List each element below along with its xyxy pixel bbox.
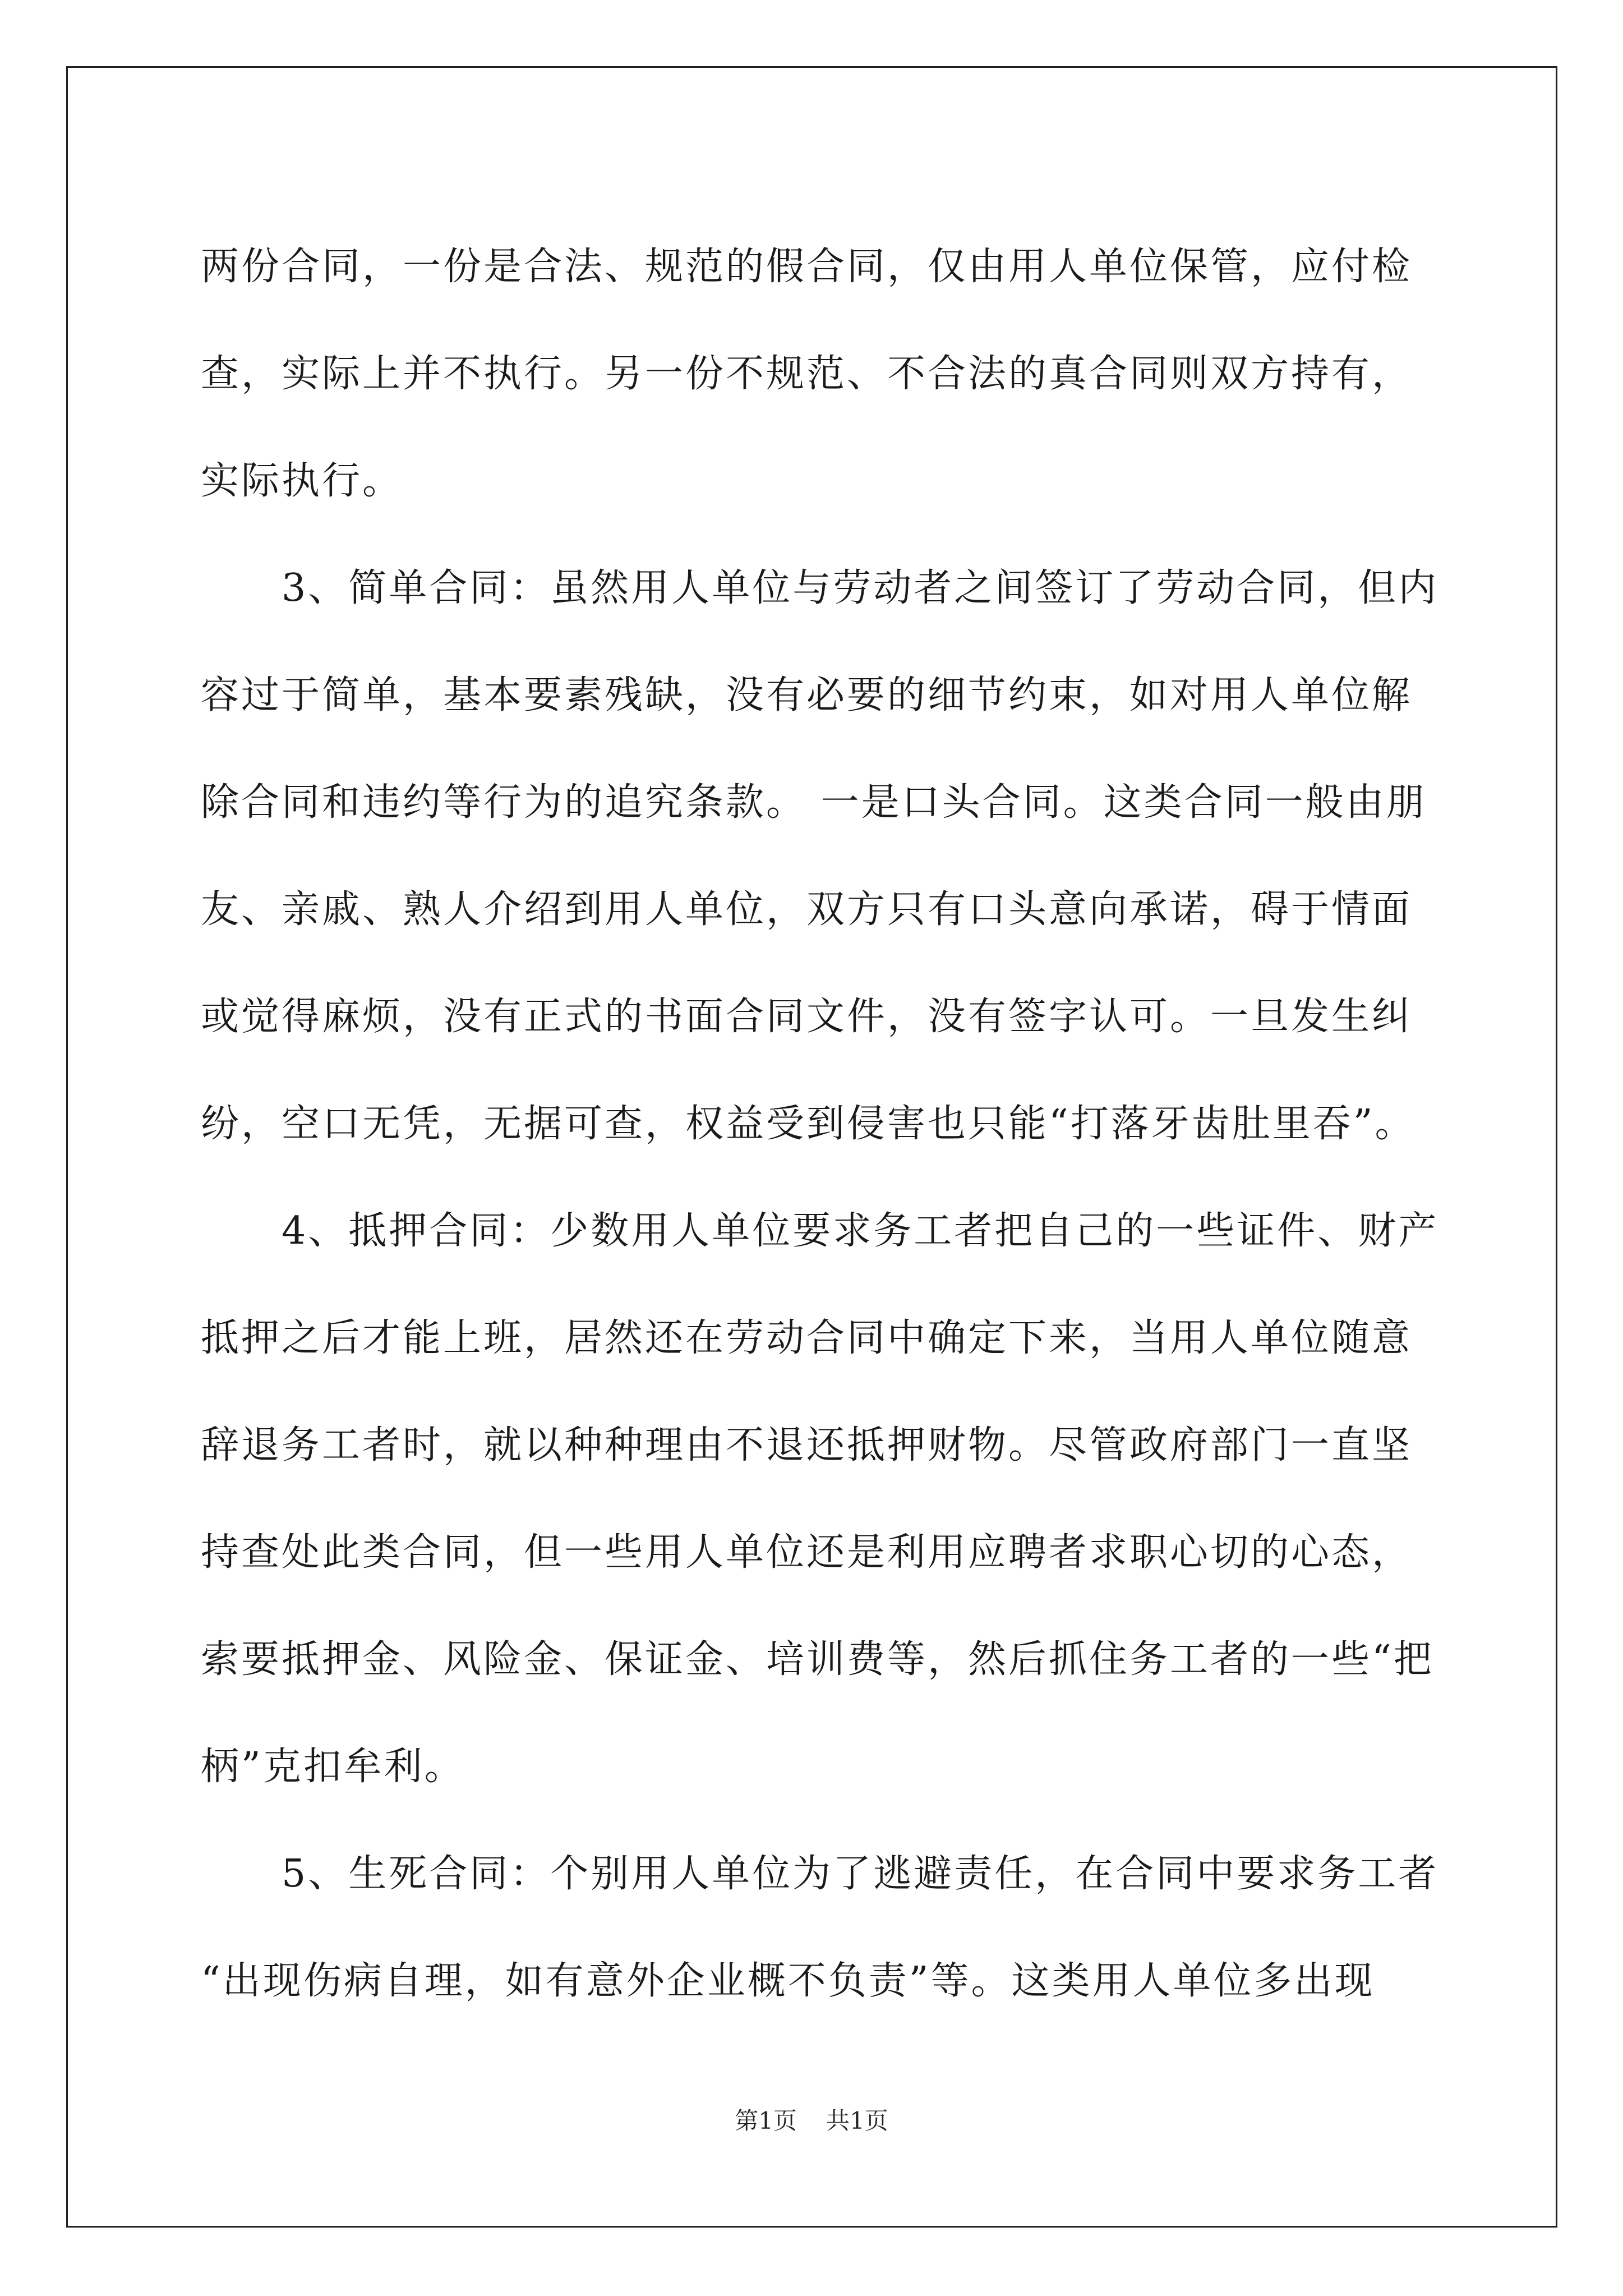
text-line: “出现伤病自理，如有意外企业概不负责”等。这类用人单位多出现 xyxy=(201,1959,1375,2003)
text-line: 友、亲戚、熟人介绍到用人单位，双方只有口头意向承诺，碍于情面 xyxy=(201,887,1413,932)
text-line: 纷，空口无凭，无据可查，权益受到侵害也只能“打落牙齿肚里吞”。 xyxy=(201,1102,1415,1146)
text-line: 查，实际上并不执行。另一份不规范、不合法的真合同则双方持有， xyxy=(201,352,1413,396)
page-footer xyxy=(0,2102,1623,2136)
text-line: 容过于简单，基本要素残缺，没有必要的细节约束，如对用人单位解 xyxy=(201,673,1413,717)
page-total: 共1页 xyxy=(826,2107,888,2134)
text-line: 两份合同，一份是合法、规范的假合同，仅由用人单位保管，应付检 xyxy=(201,245,1413,289)
text-line: 3、简单合同：虽然用人单位与劳动者之间签订了劳动合同，但内 xyxy=(201,566,1439,610)
text-line: 柄”克扣牟利。 xyxy=(201,1745,465,1789)
text-line: 4、抵押合同：少数用人单位要求务工者把自己的一些证件、财产 xyxy=(201,1209,1439,1253)
text-line: 持查处此类合同，但一些用人单位还是利用应聘者求职心切的心态， xyxy=(201,1530,1413,1575)
text-line: 抵押之后才能上班，居然还在劳动合同中确定下来，当用人单位随意 xyxy=(201,1316,1413,1360)
document-body xyxy=(201,213,1463,2035)
text-line: 实际执行。 xyxy=(201,459,403,503)
text-line: 或觉得麻烦，没有正式的书面合同文件，没有签字认可。一旦发生纠 xyxy=(201,995,1413,1039)
text-line: 5、生死合同：个别用人单位为了逃避责任，在合同中要求务工者 xyxy=(201,1852,1439,1896)
text-line: 辞退务工者时，就以种种理由不退还抵押财物。尽管政府部门一直坚 xyxy=(201,1423,1413,1467)
text-line: 索要抵押金、风险金、保证金、培训费等，然后抓住务工者的一些“把 xyxy=(201,1637,1434,1682)
text-line: 除合同和违约等行为的追究条款。 一是口头合同。这类合同一般由朋 xyxy=(201,780,1427,825)
page-number: 第1页 xyxy=(735,2107,797,2134)
